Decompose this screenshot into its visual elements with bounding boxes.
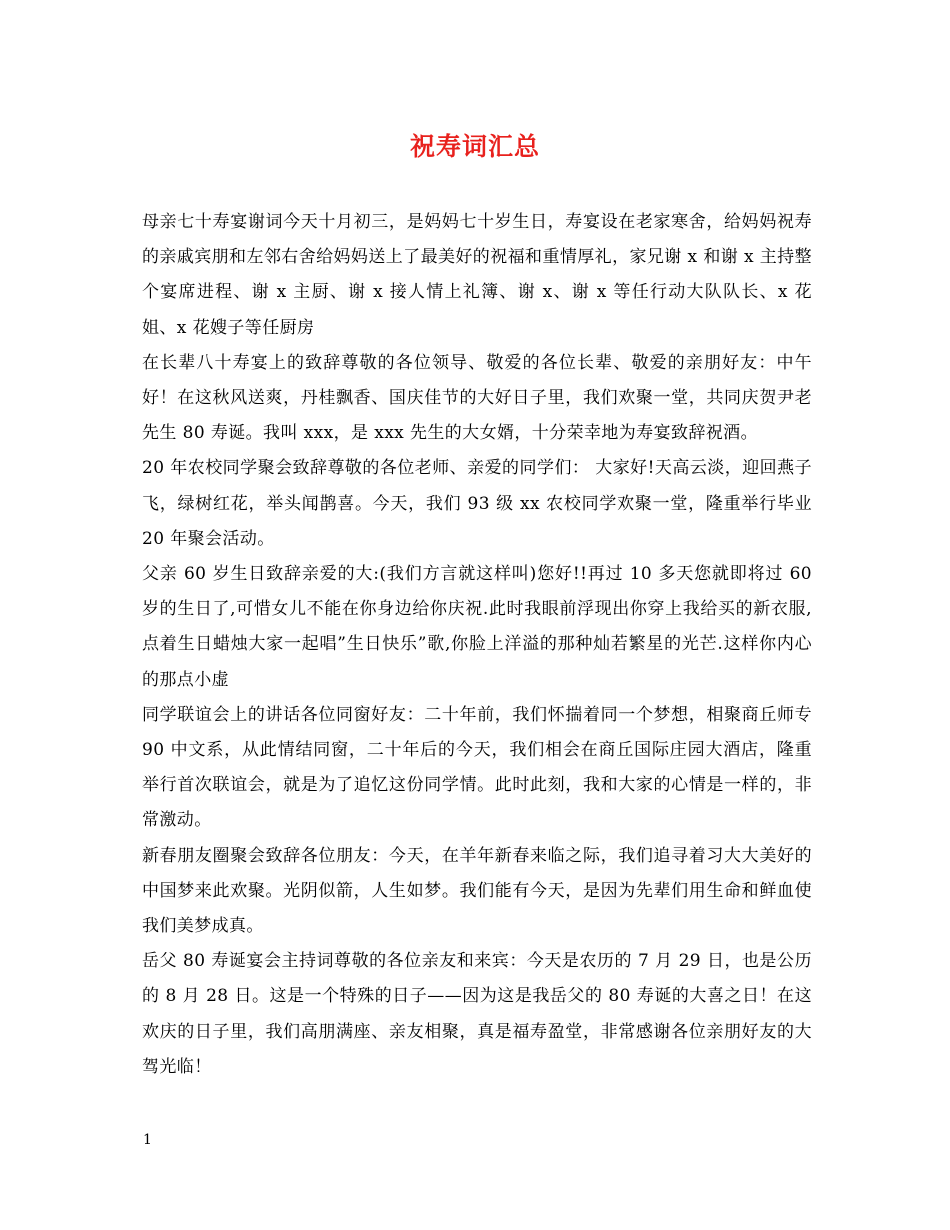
document-body <box>142 205 812 1085</box>
page-number: 1 <box>143 1132 152 1148</box>
paragraph-new-year-friends-speech: 新春朋友圈聚会致辞各位朋友：今天，在羊年新春来临之际，我们追寻着习大大美好的中国梦来此欢聚。光阴似箭，人生如梦。我们能有今天，是因为先辈们用生命和鲜血使我们美梦成真。 <box>142 845 812 937</box>
paragraph-father-60-birthday-speech: 父亲 60 岁生日致辞亲爱的大:(我们方言就这样叫)您好!!再过 10 多天您就即将过 60 岁的生日了,可惜女儿不能在你身边给你庆祝.此时我眼前浮现出你穿上我给买的新衣服,点着生日蜡烛大家一起唱”生日快乐”歌,你脸上洋溢的那种灿若繁星的光芒.这样你内心的那点小虚 <box>142 564 812 690</box>
paragraph-classmate-reunion-speech: 20 年农校同学聚会致辞尊敬的各位老师、亲爱的同学们： 大家好!天高云淡，迎回燕子飞，绿树红花，举头闻鹊喜。今天，我们 93 级 xx 农校同学欢聚一堂，隆重举行毕业 20 年聚会活动。 <box>142 458 812 549</box>
paragraph-father-in-law-80-birthday-host: 岳父 80 寿诞宴会主持词尊敬的各位亲友和来宾：今天是农历的 7 月 29 日，也是公历的 8 月 28 日。这是一个特殊的日子——因为这是我岳父的 80 寿诞的大喜之日！在这欢庆的日子里，我们高朋满座、亲友相聚，真是福寿盈堂，非常感谢各位亲朋好友的大驾光临！ <box>142 951 812 1077</box>
paragraph-mother-70-birthday-thanks: 母亲七十寿宴谢词今天十月初三，是妈妈七十岁生日，寿宴设在老家寒舍，给妈妈祝寿的亲戚宾朋和左邻右舍给妈妈送上了最美好的祝福和重情厚礼，家兄谢 x 和谢 x 主持整个宴席进程、谢 x 主厨、谢 x 接人情上礼簿、谢 x、谢 x 等任行动大队队长、x 花姐、x 花嫂子等任厨房 <box>142 212 812 338</box>
paragraph-elder-80-birthday-speech: 在长辈八十寿宴上的致辞尊敬的各位领导、敬爱的各位长辈、敬爱的亲朋好友：中午好！在这秋风送爽，丹桂飘香、国庆佳节的大好日子里，我们欢聚一堂，共同庆贺尹老先生 80 寿诞。我叫 xxx，是 xxx 先生的大女婿，十分荣幸地为寿宴致辞祝酒。 <box>142 352 812 444</box>
document-title: 祝寿词汇总 <box>409 132 540 161</box>
paragraph-alumni-gathering-speech: 同学联谊会上的讲话各位同窗好友：二十年前，我们怀揣着同一个梦想，相聚商丘师专 90 中文系，从此情结同窗，二十年后的今天，我们相会在商丘国际庄园大酒店，隆重举行首次联谊会，就是为了追忆这份同学情。此时此刻，我和大家的心情是一样的，非常激动。 <box>142 704 812 831</box>
